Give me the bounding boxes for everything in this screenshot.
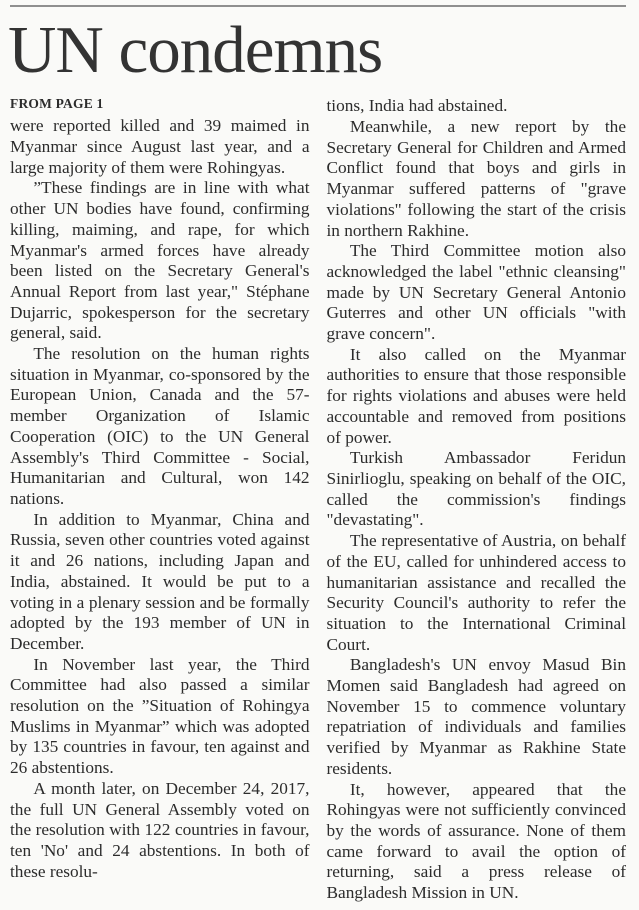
top-rule-divider	[10, 5, 626, 7]
column-right	[327, 96, 627, 903]
article-paragraph: It also called on the Myanmar authorities to ensure that those responsible for rights violations and abuses were held accountable and removed from positions of power.	[326, 344, 626, 447]
column-right-paragraphs	[327, 96, 627, 903]
article-paragraph: In addition to Myanmar, China and Russia, seven other countries voted against it and 26 nations, including Japan and India, abstained. It would be put to a voting in a plenary session and be formally adopted by the 193 member of UN in December.	[10, 509, 310, 653]
article-paragraph: The representative of Austria, on behalf of the EU, called for unhindered access to humanitarian assistance and recalled the Security Council's authority to refer the situation to the International Criminal Court.	[326, 531, 626, 654]
column-left	[10, 96, 310, 903]
article-paragraph: In November last year, the Third Committee had also passed a similar resolution on the ”Situation of Rohingya Muslims in Myanmar” which was adopted by 135 countries in favour, ten against and 26 abstentions.	[10, 654, 310, 778]
article-paragraph: It, however, appeared that the Rohingyas were not sufficiently convinced by the words of assurance. None of them came forward to avail the option of returning, said a press release of Bangladesh Mission in UN.	[326, 779, 626, 903]
article-paragraph: The Third Committee motion also acknowledged the label "ethnic cleansing" made by UN Secretary General Antonio Guterres and other UN officials "with grave concern".	[326, 241, 626, 344]
article-paragraph: Meanwhile, a new report by the Secretary General for Children and Armed Conflict found that boys and girls in Myanmar suffered patterns of "grave violations" following the start of the crisis in northern Rakhine.	[326, 117, 626, 240]
article-body	[10, 96, 626, 903]
article-paragraph: ”These findings are in line with what other UN bodies have found, confirming killing, maiming, and rape, for which Myanmar's armed forces have already been listed on the Secretary General's Annual Report from last year," Stéphane Dujarric, spokesperson for the secretary general, said.	[10, 178, 310, 343]
article-paragraph: A month later, on December 24, 2017, the full UN General Assembly voted on the resolution with 122 countries in favour, ten 'No' and 24 abstentions. In both of these resolu-	[10, 778, 310, 881]
article-paragraph: The resolution on the human rights situation in Myanmar, co-sponsored by the European Union, Canada and the 57-member Organization of Islamic Cooperation (OIC) to the UN General Assembly's Third Committee - Social, Humanitarian and Cultural, won 142 nations.	[10, 344, 310, 508]
article-paragraph: Turkish Ambassador Feridun Sinirlioglu, speaking on behalf of the OIC, called the commission's findings "devastating".	[326, 448, 626, 530]
article-paragraph: Bangladesh's UN envoy Masud Bin Momen said Bangladesh had agreed on November 15 to commence voluntary repatriation of individuals and families verified by Myanmar as Rakhine State residents.	[326, 655, 626, 778]
article-paragraph: tions, India had abstained.	[326, 96, 508, 116]
article-paragraph: were reported killed and 39 maimed in Myanmar since August last year, and a large majority of them were Rohingyas.	[10, 116, 310, 177]
article-headline: UN condemns	[8, 13, 383, 87]
column-left-paragraphs	[10, 116, 310, 882]
from-page-kicker: FROM PAGE 1	[10, 96, 104, 112]
